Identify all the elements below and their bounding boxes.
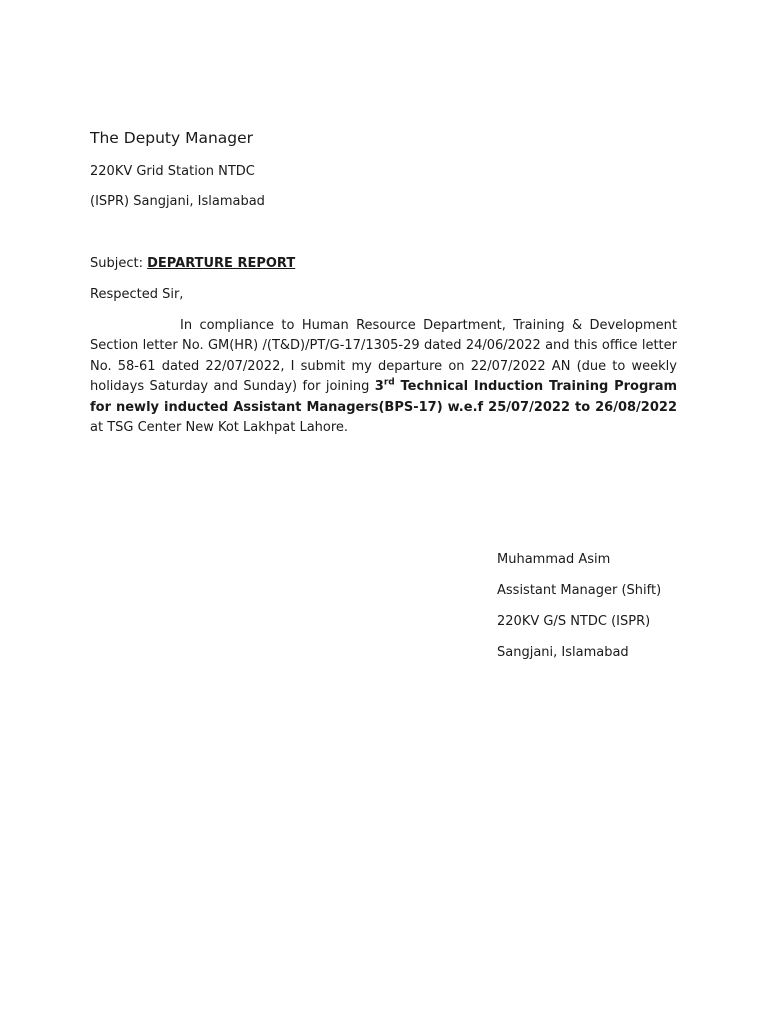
recipient-address-line-2: (ISPR) Sangjani, Islamabad [90, 194, 265, 209]
recipient-address-line-1: 220KV Grid Station NTDC [90, 164, 255, 179]
salutation: Respected Sir, [90, 287, 184, 302]
program-name: Technical Induction Training Program for newly inducted Assistant Managers(BPS-17) w.e.f 25/07/2022 to 26/08/2022 [90, 379, 678, 415]
subject-text: DEPARTURE REPORT [147, 256, 296, 271]
body-text-part-2: at TSG Center New Kot Lakhpat Lahore. [90, 420, 349, 436]
signature-location: Sangjani, Islamabad [497, 645, 629, 660]
signature-name: Muhammad Asim [497, 552, 611, 567]
body-text-part-1: In compliance to Human Resource Department, Training & Development Section letter No. GM(HR) /(T&D)/PT/G-17/1305-29 dated 24/06/2022 and this office letter No. 58-61 dated 22/07/2022, I submit my departure on 22/07/2022 AN (due to weekly holidays Saturday and Sunday) for joining [90, 318, 677, 395]
signature-designation: Assistant Manager (Shift) [497, 583, 662, 598]
program-ordinal-suffix: rd [383, 377, 395, 388]
subject-line [90, 256, 295, 272]
program-ordinal [375, 379, 395, 394]
recipient-title: The Deputy Manager [90, 129, 254, 147]
program-ordinal-number: 3 [374, 379, 384, 395]
body-paragraph [90, 316, 677, 438]
signature-office: 220KV G/S NTDC (ISPR) [497, 614, 651, 629]
subject-label: Subject: [90, 256, 148, 271]
